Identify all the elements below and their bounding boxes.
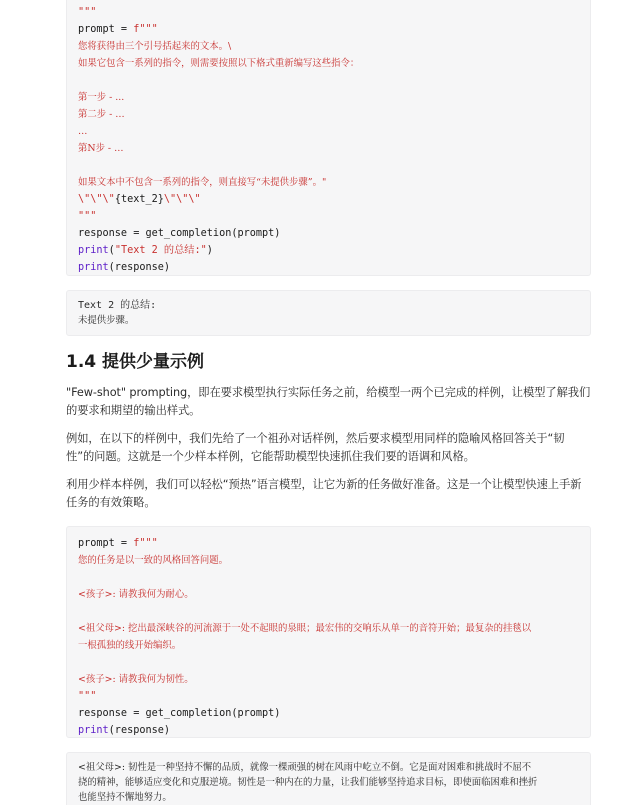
code-token: ( bbox=[108, 245, 115, 256]
code-line bbox=[78, 21, 579, 38]
code-line: """ bbox=[78, 691, 97, 702]
code-string: "Text 2 的总结:" bbox=[114, 245, 207, 256]
code-line: … bbox=[78, 126, 88, 137]
code-line: """ bbox=[78, 211, 97, 222]
code-line: 第一步 - ... bbox=[78, 92, 125, 103]
code-line: <孩子>: 请教我何为韧性。 bbox=[78, 674, 194, 685]
output-block-text-2[interactable] bbox=[66, 290, 591, 336]
code-block-few-shot[interactable] bbox=[66, 526, 591, 738]
code-blank-line bbox=[78, 157, 579, 174]
code-line: 您将获得由三个引号括起来的文本。\ bbox=[78, 41, 232, 52]
code-token: {text_2} bbox=[114, 194, 164, 205]
code-token: ) bbox=[206, 245, 213, 256]
code-blank-line bbox=[78, 603, 579, 620]
code-line: 您的任务是以一致的风格回答问题。 bbox=[78, 555, 229, 566]
code-line bbox=[78, 242, 579, 259]
code-line bbox=[78, 722, 579, 739]
code-blank-line bbox=[78, 569, 579, 586]
code-line: 第N步 - … bbox=[78, 143, 124, 154]
code-token: prompt = bbox=[78, 24, 134, 35]
code-token: prompt = bbox=[78, 538, 134, 549]
code-line: 一根孤独的线开始编织。 bbox=[78, 640, 182, 651]
section-heading: 1.4 提供少量示例 bbox=[66, 352, 205, 372]
output-line: Text 2 的总结: bbox=[78, 300, 157, 311]
code-line: response = get_completion(prompt) bbox=[78, 708, 281, 719]
code-blank-line bbox=[78, 654, 579, 671]
code-blank-line bbox=[78, 72, 579, 89]
code-line bbox=[78, 535, 579, 552]
code-token: (response) bbox=[108, 725, 171, 736]
code-line: 如果它包含一系列的指令，则需要按照以下格式重新编写这些指令： bbox=[78, 58, 360, 69]
code-line bbox=[78, 191, 579, 208]
code-line: 如果文本中不包含一系列的指令，则直接写“未提供步骤”。" bbox=[78, 177, 327, 188]
code-line: """ bbox=[78, 7, 97, 18]
paragraph-strategy: 利用少样本样例，我们可以轻松“预热”语言模型，让它为新的任务做好准备。这是一个让模型快速上手新任务的有效策略。 bbox=[66, 478, 582, 509]
code-keyword: print bbox=[78, 725, 109, 736]
code-keyword: print bbox=[78, 262, 109, 273]
output-line: <祖父母>: 韧性是一种坚持不懈的品质，就像一棵顽强的树在风雨中屹立不倒。它是面对困难和挑战时不屈不 bbox=[78, 762, 532, 773]
code-string: f""" bbox=[133, 538, 158, 549]
paragraph-example: 例如，在以下的样例中，我们先给了一个祖孙对话样例，然后要求模型用同样的隐喻风格回答关于“韧性”的问题。这就是一个少样本样例，它能帮助模型快速抓住我们要的语调和风格。 bbox=[66, 432, 565, 463]
code-line bbox=[78, 259, 579, 276]
code-string: f""" bbox=[133, 24, 158, 35]
code-line: 第二步 - … bbox=[78, 109, 125, 120]
code-token: (response) bbox=[108, 262, 171, 273]
code-string: \"\"\" bbox=[78, 194, 115, 205]
code-string: \"\"\" bbox=[163, 194, 201, 205]
output-line: 未提供步骤。 bbox=[78, 315, 135, 326]
code-block-summarize-text-2[interactable] bbox=[66, 0, 591, 276]
code-line: <孩子>: 请教我何为耐心。 bbox=[78, 589, 194, 600]
paragraph-few-shot: "Few-shot" prompting，即在要求模型执行实际任务之前，给模型一两个已完成的样例，让模型了解我们的要求和期望的输出样式。 bbox=[66, 386, 591, 417]
code-line: <祖父母>: 挖出最深峡谷的河流源于一处不起眼的泉眼；最宏伟的交响乐从单一的音符开始；最复杂的挂毯以 bbox=[78, 623, 532, 634]
output-line: 挠的精神，能够适应变化和克服逆境。韧性是一种内在的力量，让我们能够坚持追求目标，即使面临困难和挫折 bbox=[78, 777, 538, 788]
code-line: response = get_completion(prompt) bbox=[78, 228, 281, 239]
code-keyword: print bbox=[78, 245, 109, 256]
output-line: 也能坚持不懈地努力。 bbox=[78, 792, 172, 803]
output-block-resilience[interactable] bbox=[66, 752, 591, 805]
